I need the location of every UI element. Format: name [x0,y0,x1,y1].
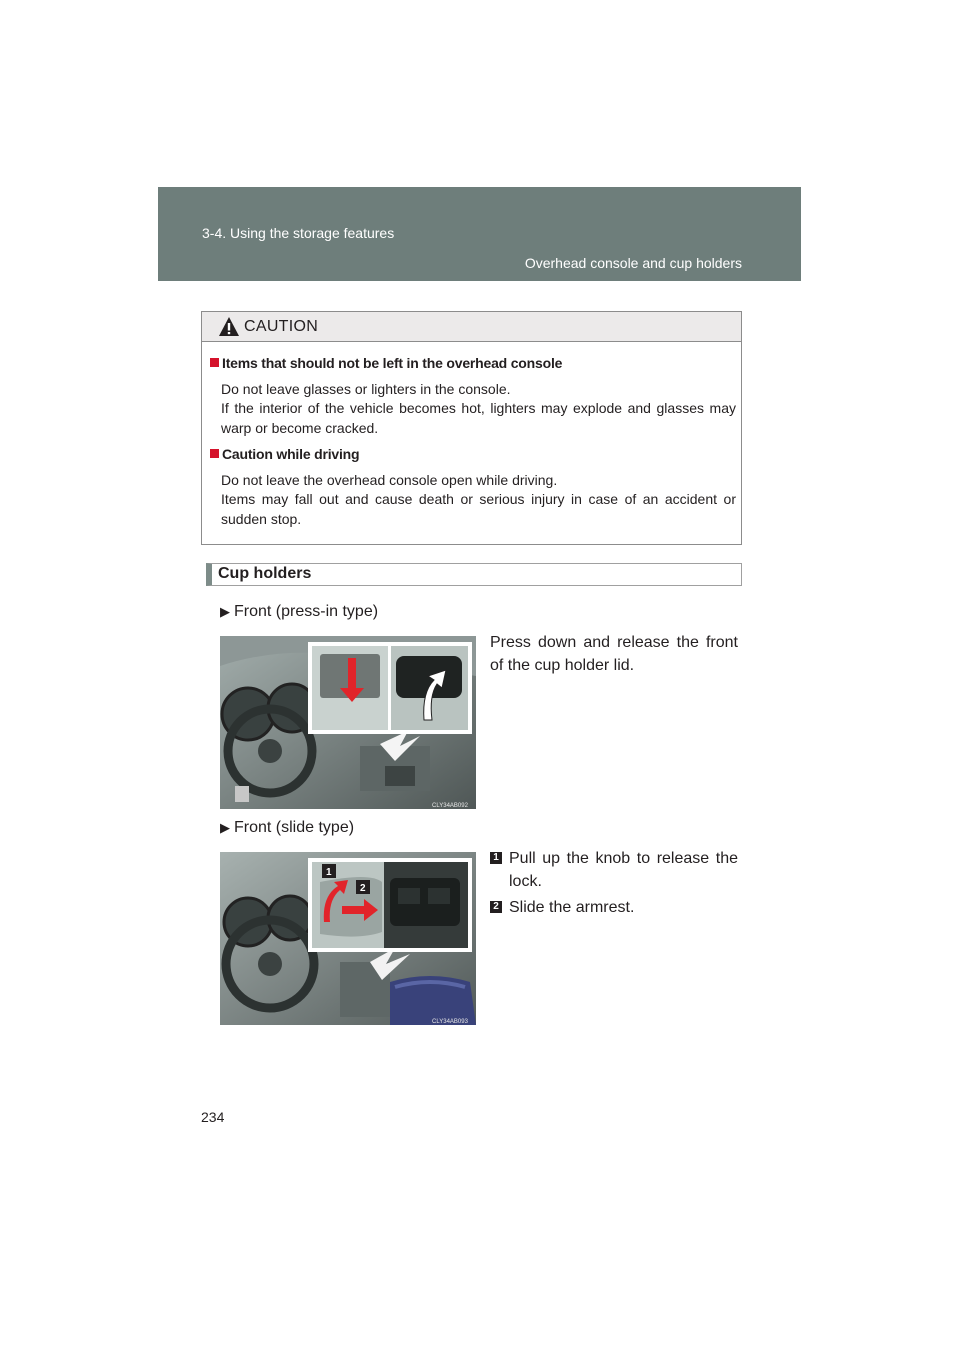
section-heading [206,563,742,586]
step-item [490,896,738,919]
caution-header [202,312,741,342]
slide-cup-holder-figure [220,852,476,1025]
subsection-title: ▶ Front (press-in type) [220,603,379,620]
caution-item-heading: Items that should not be left in the overhead console [222,355,563,371]
subsection-title: ▶ Front (slide type) [220,819,355,836]
caution-body [202,342,741,529]
bullet-square-icon [210,449,219,458]
chapter-title: Overhead console and cup holders [524,255,742,271]
caution-item [210,354,736,438]
slide-steps [490,847,738,919]
section-title: 3-4. Using the storage features [202,225,395,241]
svg-text:1: 1 [326,867,332,878]
warning-icon [218,316,240,337]
bullet-square-icon [210,358,219,367]
triangle-right-icon: ▶ [220,820,230,835]
caution-box [201,311,742,545]
triangle-right-icon: ▶ [220,604,230,619]
step-number-badge: 2 [490,901,502,913]
step-text: Pull up the knob to release the lock. [509,850,738,890]
header-band [158,187,801,281]
caution-item-heading: Caution while driving [222,446,360,462]
step-number-badge: 1 [490,852,502,864]
press-in-description: Press down and release the front of the cup holder lid. [490,634,738,674]
caution-item-text: Do not leave glasses or lighters in the console. If the interior of the vehicle becomes hot, lighters may explode and glasses may warp or become cracked. [221,380,736,436]
caution-item [210,445,736,529]
section-heading-text: Cup holders [218,565,312,582]
svg-text:2: 2 [360,883,366,894]
caution-item-text: Do not leave the overhead console open while driving. Items may fall out and cause death or serious injury in case of an accident or sudden stop. [221,471,736,527]
press-in-cup-holder-figure [220,636,476,809]
page-number: 234 [201,1109,225,1125]
figure-code: CLY34AB093 [432,1019,468,1025]
figure-code: CLY34AB092 [432,803,468,809]
caution-title: CAUTION [244,318,319,335]
step-item [490,847,738,893]
step-text: Slide the armrest. [509,899,635,916]
